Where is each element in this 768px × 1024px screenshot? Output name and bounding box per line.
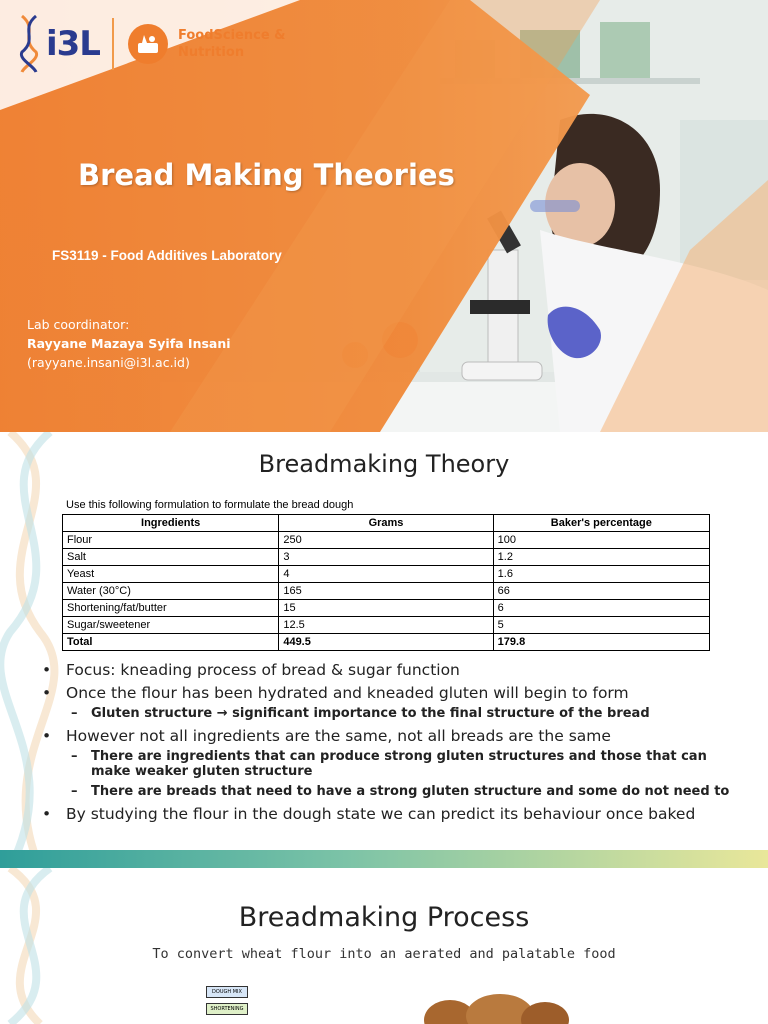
slide-title: Breadmaking Process xyxy=(238,902,530,933)
table-row xyxy=(63,549,710,566)
cell-ingredient: Water (30°C) xyxy=(63,583,279,600)
cell-ingredient: Sugar/sweetener xyxy=(63,617,279,634)
cell-grams: 12.5 xyxy=(279,617,493,634)
process-flowchart xyxy=(206,986,248,1020)
cell-percentage: 1.2 xyxy=(493,549,709,566)
coordinator-email: (rayyane.insani@i3l.ac.id) xyxy=(27,355,190,370)
cell-grams: 3 xyxy=(279,549,493,566)
i3l-logo-text: i3L xyxy=(46,24,100,64)
cell-total-percentage: 179.8 xyxy=(493,634,709,651)
sub-bullet-item: – There are breads that need to have a strong gluten structure and some do not need to xyxy=(40,784,731,799)
footer-stripe xyxy=(0,850,768,868)
flow-step: SHORTENING xyxy=(206,1003,248,1015)
coordinator-name: Rayyane Mazaya Syifa Insani xyxy=(27,336,231,351)
coordinator-label: Lab coordinator: xyxy=(27,317,130,332)
cell-percentage: 100 xyxy=(493,532,709,549)
cell-ingredient: Yeast xyxy=(63,566,279,583)
table-row xyxy=(63,617,710,634)
table-caption: Use this following formulation to formulate the bread dough xyxy=(66,499,354,511)
slide-subtitle: To convert wheat flour into an aerated and palatable food xyxy=(152,946,616,962)
sub-bullet-item: – There are ingredients that can produce strong gluten structures and those that can make weaker gluten structure xyxy=(40,749,731,779)
logo-divider xyxy=(112,18,114,70)
bullet-item: • However not all ingredients are the same, not all breads are the same xyxy=(40,726,740,746)
formulation-table xyxy=(62,514,710,651)
cell-grams: 250 xyxy=(279,532,493,549)
cell-total-label: Total xyxy=(63,634,279,651)
i3l-logo xyxy=(18,14,100,74)
table-total-row xyxy=(63,634,710,651)
cell-grams: 15 xyxy=(279,600,493,617)
food-science-icon xyxy=(128,24,168,64)
header-grams: Grams xyxy=(279,515,493,532)
slide-title: Breadmaking Theory xyxy=(258,450,510,478)
cell-percentage: 1.6 xyxy=(493,566,709,583)
bullet-item: • By studying the flour in the dough state we can predict its behaviour once baked xyxy=(40,804,740,824)
header-bakers-percentage: Baker's percentage xyxy=(493,515,709,532)
slide-title: Bread Making Theories xyxy=(78,158,455,192)
cell-percentage: 5 xyxy=(493,617,709,634)
cell-ingredient: Salt xyxy=(63,549,279,566)
dna-helix-icon xyxy=(18,14,40,74)
cell-total-grams: 449.5 xyxy=(279,634,493,651)
bullet-item: • Once the flour has been hydrated and kneaded gluten will begin to form xyxy=(40,683,740,703)
course-code: FS3119 - Food Additives Laboratory xyxy=(52,248,282,263)
table-row xyxy=(63,583,710,600)
flow-step: DOUGH MIX xyxy=(206,986,248,998)
table-header-row xyxy=(63,515,710,532)
cell-grams: 165 xyxy=(279,583,493,600)
process-slide xyxy=(0,868,768,1024)
cell-grams: 4 xyxy=(279,566,493,583)
cell-ingredient: Shortening/fat/butter xyxy=(63,600,279,617)
cell-ingredient: Flour xyxy=(63,532,279,549)
program-name-line1: FoodScience & xyxy=(178,28,286,43)
food-science-logo xyxy=(128,24,286,64)
theory-slide xyxy=(0,432,768,868)
bullet-item: • Focus: kneading process of bread & sugar function xyxy=(40,660,740,680)
title-slide xyxy=(0,0,768,432)
sub-bullet-item: – Gluten structure → significant importance to the final structure of the bread xyxy=(40,706,731,721)
program-name-line2: Nutrition xyxy=(178,45,245,60)
table-row xyxy=(63,566,710,583)
table-row xyxy=(63,600,710,617)
cell-percentage: 66 xyxy=(493,583,709,600)
bullet-list xyxy=(40,660,740,827)
bread-photo xyxy=(420,990,570,1024)
coordinator-block xyxy=(27,315,231,372)
table-row xyxy=(63,532,710,549)
cell-percentage: 6 xyxy=(493,600,709,617)
header-ingredients: Ingredients xyxy=(63,515,279,532)
